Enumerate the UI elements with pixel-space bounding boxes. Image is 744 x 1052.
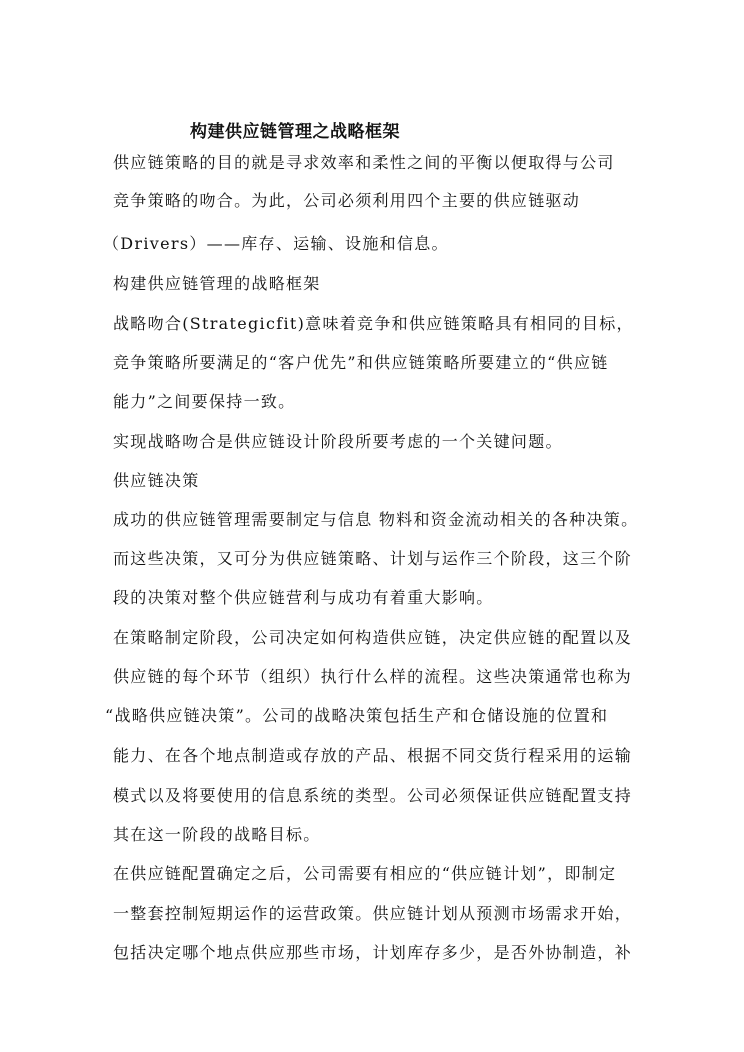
paragraph-line: 能力”之间要保持一致。: [113, 392, 296, 411]
section-heading: 构建供应链管理的战略框架: [113, 274, 321, 293]
section-heading: 供应链决策: [113, 471, 200, 490]
paragraph-line: 段的决策对整个供应链营利与成功有着重大影响。: [113, 588, 494, 607]
paragraph-line: 在供应链配置确定之后，公司需要有相应的“供应链计划”，即制定: [113, 864, 617, 883]
paragraph-line: 供应链的每个环节（组织）执行什么样的流程。这些决策通常也称为: [113, 667, 633, 686]
paragraph-line: 在策略制定阶段，公司决定如何构造供应链，决定供应链的配置以及: [113, 628, 633, 647]
paragraph-line: （Drivers）——库存、运输、设施和信息。: [103, 234, 449, 253]
document-title: 构建供应链管理之战略框架: [190, 122, 400, 142]
paragraph-line: 战略吻合(Strategicfit)意味着竞争和供应链策略具有相同的目标，: [113, 314, 634, 333]
paragraph-line: 供应链策略的目的就是寻求效率和柔性之间的平衡以便取得与公司: [113, 153, 615, 172]
paragraph-line: 而这些决策，又可分为供应链策略、计划与运作三个阶段，这三个阶: [113, 549, 633, 568]
paragraph-line: 其在这一阶段的战略目标。: [113, 825, 321, 844]
paragraph-line: 能力、在各个地点制造或存放的产品、根据不同交货行程采用的运输: [113, 746, 633, 765]
paragraph-line: 实现战略吻合是供应链设计阶段所要考虑的一个关键问题。: [113, 432, 563, 451]
paragraph-line: 竞争策略所要满足的“客户优先”和供应链策略所要建立的“供应链: [113, 353, 609, 372]
paragraph-line: 成功的供应链管理需要制定与信息 物料和资金流动相关的各种决策。: [113, 510, 639, 529]
paragraph-line: 一整套控制短期运作的运营政策。供应链计划从预测市场需求开始，: [113, 904, 633, 923]
paragraph-line: 模式以及将要使用的信息系统的类型。公司必须保证供应链配置支持: [113, 786, 633, 805]
paragraph-line: 包括决定哪个地点供应那些市场，计划库存多少，是否外协制造，补: [113, 943, 633, 962]
paragraph-line: “战略供应链决策”。公司的战略决策包括生产和仓储设施的位置和: [105, 706, 609, 725]
paragraph-line: 竞争策略的吻合。为此，公司必须利用四个主要的供应链驱动: [113, 191, 581, 210]
